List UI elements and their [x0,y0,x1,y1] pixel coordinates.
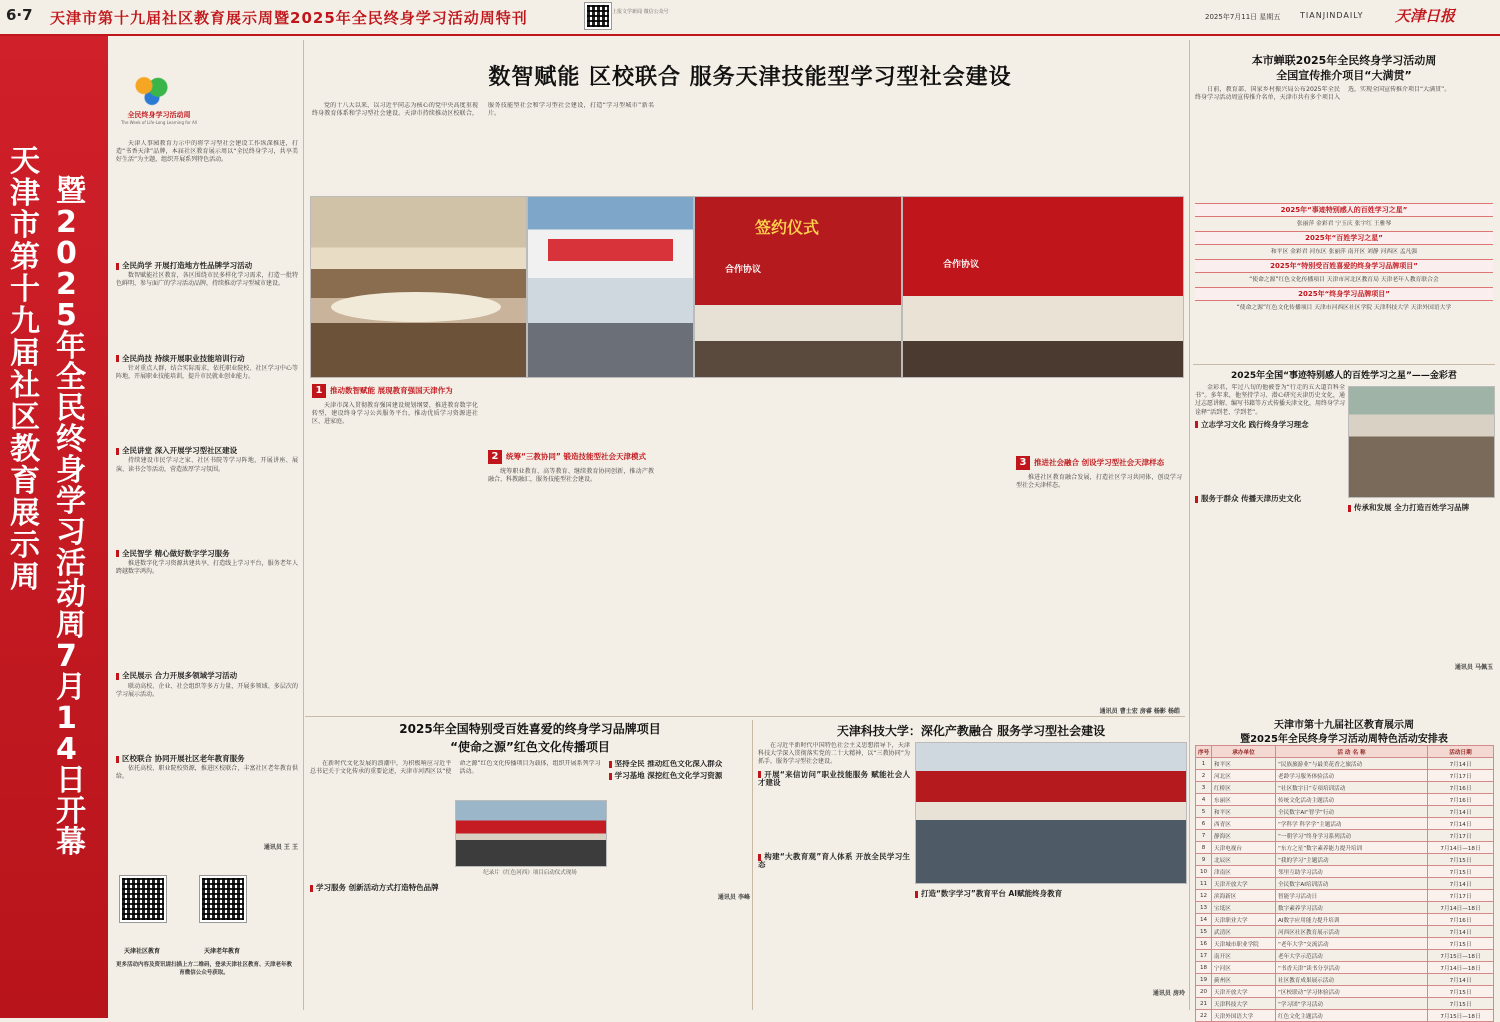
part-number: 2 [488,450,502,464]
table-row [1196,926,1494,938]
schedule-cell: 15 [1196,926,1212,938]
table-row [1196,998,1494,1010]
schedule-cell: 20 [1196,986,1212,998]
table-row [1196,794,1494,806]
tust-group-photo [915,742,1187,884]
schedule-cell: 7月14日 [1428,974,1494,986]
main-lead [312,102,1182,192]
tust-sub: 构建“大教育观”育人体系 开放全民学习生态 [758,852,910,870]
right-body [1195,86,1493,196]
part-title: 统筹“三教协同” 锻造技能型社会天津模式 [506,451,646,461]
star-body-2 [1348,500,1493,712]
left-byline: 通讯员 王 王 [263,843,298,851]
table-row [1196,830,1494,842]
schedule-cell: 4 [1196,794,1212,806]
tust-sub: 开展“来信访问”职业技能服务 赋能社会人才建设 [758,769,910,787]
left-red-strip [0,36,108,1018]
schedule-cell: 18 [1196,962,1212,974]
schedule-cell: 天津电视台 [1212,842,1276,854]
schedule-cell: “东方之星”数字素养能力提升培训 [1276,842,1428,854]
table-row [1196,938,1494,950]
schedule-cell: 天津职业大学 [1212,914,1276,926]
schedule-header-cell: 承办单位 [1212,746,1276,758]
schedule-cell: 14 [1196,914,1212,926]
vertical-title-2: 暨2025年全民终身学习活动周7月14日开幕 [56,174,86,860]
page-banner: 天津市第十九届社区教育展示周暨2025年全民终身学习活动周特刊 [50,9,528,27]
schedule-body [1196,758,1494,1022]
red-culture-title-2: “使命之源”红色文化传播项目 [450,740,610,754]
signing-photo-1 [694,196,902,378]
schedule-cell: 河北区 [1212,770,1276,782]
photo-caption-cooperation: 合作协议 [943,260,980,270]
award-names: 张丽萍 金彩君 宁玉庆 张宇红 王雅琴 [1296,221,1392,227]
schedule-cell: 8 [1196,842,1212,854]
star-byline: 通讯员 马佩玉 [1454,664,1493,672]
qr-label: 天津老年教育 [203,948,240,955]
left-section-filler [116,701,298,751]
red-culture-caption: 纪录片《红色河西》项目启动仪式现场 [483,870,577,876]
issue-date: 2025年7月11日 星期五 [1205,13,1281,21]
schedule-cell: 7月15日 [1428,866,1494,878]
part-text: 天津市深入贯彻教育强国建设规划纲要，推进教育数字化转型，建设终身学习公共服务平台，推动优质学习资源进社区、进家庭。 [312,402,478,426]
table-row [1196,782,1494,794]
schedule-cell: 老年大学示范活动 [1276,950,1428,962]
red-culture-byline: 通讯员 李峰 [717,894,750,902]
schedule-cell: 6 [1196,818,1212,830]
schedule-cell: 天津科技大学 [1212,998,1276,1010]
column-divider [303,40,304,1010]
part-heading [488,450,654,464]
left-section-text: 推进数字化学习资源共建共享，打造线上学习平台，服务老年人跨越数字鸿沟。 [116,560,298,576]
award-title: 2025年“特别受百姓喜爱的终身学习品牌项目” [1195,259,1493,273]
schedule-cell: AI数字应用能力提升培训 [1276,914,1428,926]
schedule-cell: 东丽区 [1212,794,1276,806]
red-culture-sub: 坚持全民 推动红色文化深入群众 [609,760,750,768]
schedule-cell: 5 [1196,806,1212,818]
meeting-table-shape [331,292,501,322]
table-row [1196,950,1494,962]
header-qr-code [585,3,611,29]
meeting-photo [310,196,527,378]
tust-body-2 [915,886,1185,1010]
schedule-cell: 11 [1196,878,1212,890]
tust-filler [758,789,910,849]
qr-code-elderly-education[interactable] [200,876,246,922]
red-culture-title-1: 2025年全国特别受百姓喜爱的终身学习品牌项目 [399,722,661,736]
right-text: 日前，教育部、国家乡村振兴局公布2025年全民终身学习活动周宣传推介名单，天津市共有多个项目入选，实现全国宣传推介项目“大满贯”。 [1195,86,1451,102]
main-headline: 数智赋能 区校联合 服务天津技能型学习型社会建设 [488,65,1012,90]
award-title: 2025年“百姓学习之星” [1195,231,1493,245]
schedule-cell: 天津城市职业学院 [1212,938,1276,950]
star-photo [1348,386,1495,498]
table-row [1196,962,1494,974]
left-sections [116,258,298,973]
schedule-cell: 7月17日 [1428,890,1494,902]
schedule-cell: “学科学 科学学”主题活动 [1276,818,1428,830]
schedule-header-cell: 活动日期 [1428,746,1494,758]
schedule-cell: 天津外国语大学 [1212,1010,1276,1022]
schedule-cell: 蓟州区 [1212,974,1276,986]
header-qr-caption: 上报文学新闻 微信公众号 [612,9,669,15]
section-divider [305,716,1185,717]
schedule-cell: 和平区 [1212,758,1276,770]
schedule-cell: 7月15日—18日 [1428,1010,1494,1022]
table-row [1196,974,1494,986]
schedule-cell: “区校联动”学习体验活动 [1276,986,1428,998]
star-sub: 立志学习文化 践行终身学习理念 [1195,421,1345,429]
schedule-cell: 7月15日 [1428,998,1494,1010]
schedule-cell: 7月14日—18日 [1428,902,1494,914]
schedule-cell: 天津开放大学 [1212,878,1276,890]
header-bar [0,0,1500,36]
tust-body [758,742,910,1010]
award-names: 和平区 金彩君 河东区 张丽萍 南开区 刘静 河西区 孟凡强 [1270,249,1418,255]
schedule-cell: “书香天津”读书分享活动 [1276,962,1428,974]
schedule-cell: “社区数字日”专项培训活动 [1276,782,1428,794]
red-culture-photo [455,800,607,867]
left-section-text: 联动高校、企业、社会组织等多方力量，开展多领域、多层次的学习展示活动。 [116,682,298,698]
banner-photo [527,196,694,378]
schedule-cell: 全民数字AI培训活动 [1276,878,1428,890]
schedule-cell: 21 [1196,998,1212,1010]
schedule-cell: 7月16日 [1428,914,1494,926]
red-culture-text: 在新时代文化发展的浪潮中，为积极响应习近平总书记关于文化传承的重要论述，天津市河西区以“使命之源”红色文化传播项目为载体，组织开展系列学习活动。 [310,760,601,776]
schedule-cell: 北辰区 [1212,854,1276,866]
schedule-cell: 全民数字AI“智学”行动 [1276,806,1428,818]
left-section-filler [116,578,298,668]
schedule-cell: 7月14日 [1428,806,1494,818]
right-title-1: 本市蝉联2025年全民终身学习活动周 [1251,54,1437,67]
award-names: “使命之源”红色文化传播项目 天津市河西区社区学院 天津科技大学 天津外国语大学 [1236,305,1452,311]
left-section-title: 全民尚技 持续开展职业技能培训行动 [116,355,298,363]
part-number: 3 [1016,456,1030,470]
left-section-filler [116,383,298,443]
schedule-cell: 红色文化主题活动 [1276,1010,1428,1022]
schedule-cell: 7月14日—18日 [1428,962,1494,974]
star-title: 2025年全国“事迹特别感人的百姓学习之星”——金彩君 [1231,371,1457,381]
left-section-title: 全民讲堂 深入开展学习型社区建设 [116,447,298,455]
table-row [1196,914,1494,926]
schedule-cell: 3 [1196,782,1212,794]
star-body [1195,384,1345,714]
schedule-title-2: 暨2025年全民终身学习活动周特色活动安排表 [1240,734,1448,745]
schedule-cell: 7月16日 [1428,794,1494,806]
schedule-cell: 7 [1196,830,1212,842]
table-row [1196,806,1494,818]
main-byline: 通讯员 曹士宏 房睿 杨影 杨皓 [1099,708,1180,715]
left-section-title: 全民尚学 开展打造地方性品牌学习活动 [116,262,298,270]
photo-caption-signing: 签约仪式 [755,218,820,237]
star-sub: 服务于群众 传播天津历史文化 [1195,495,1345,503]
right-title-2: 全国宣传推介项目“大满贯” [1276,69,1412,82]
logo-text-en: The Week of Life-Long Learning for All [120,120,198,125]
photo-caption-cooperation: 合作协议 [725,265,762,275]
schedule-cell: 7月14日—18日 [1428,842,1494,854]
schedule-cell: 7月17日 [1428,830,1494,842]
left-section-filler [116,784,298,844]
schedule-cell: 10 [1196,866,1212,878]
red-culture-sub: 学习服务 创新活动方式打造特色品牌 [310,884,750,892]
banner-text-block [548,239,673,261]
left-section-title: 全民展示 合力开展多领域学习活动 [116,672,298,680]
schedule-cell: 智能学习活动日 [1276,890,1428,902]
red-culture-body-2 [310,880,750,1010]
signing-photo-2 [902,196,1184,378]
table-row [1196,890,1494,902]
qr-note: 更多活动内容及资讯请扫描上方二维码，登录天津社区教育、天津老年教育微信公众号获取。 [115,962,292,976]
left-section-filler [116,476,298,546]
schedule-cell: 7月14日 [1428,926,1494,938]
part-text: 推进社区教育融合发展，打造社区学习共同体，创设学习型社会天津样态。 [1016,474,1182,490]
table-row [1196,986,1494,998]
table-row [1196,878,1494,890]
schedule-header-cell: 活 动 名 称 [1276,746,1428,758]
schedule-cell: 22 [1196,1010,1212,1022]
tust-title: 天津科技大学：深化产教融合 服务学习型社会建设 [836,724,1106,738]
main-parts [312,382,1182,702]
schedule-cell: 数字素养学习活动 [1276,902,1428,914]
table-row [1196,866,1494,878]
schedule-cell: 9 [1196,854,1212,866]
schedule-cell: 7月15日 [1428,854,1494,866]
schedule-cell: 7月16日 [1428,782,1494,794]
schedule-cell: “一朝学习”终身学习系列活动 [1276,830,1428,842]
schedule-cell: 静海区 [1212,830,1276,842]
logo-block [114,72,204,132]
part-title: 推进社会融合 创设学习型社会天津样态 [1034,458,1165,468]
section-divider [1193,364,1495,365]
schedule-cell: 7月15日 [1428,938,1494,950]
part-heading [1016,456,1182,470]
schedule-table [1195,745,1494,1022]
award-title: 2025年“事迹特别感人的百姓学习之星” [1195,203,1493,217]
award-list [1195,200,1493,360]
schedule-cell: 宁河区 [1212,962,1276,974]
schedule-cell: 南开区 [1212,950,1276,962]
schedule-cell: 2 [1196,770,1212,782]
schedule-cell: 社区教育成果展示活动 [1276,974,1428,986]
table-row [1196,758,1494,770]
table-row [1196,902,1494,914]
table-row [1196,1010,1494,1022]
tust-byline: 通讯员 房玲 [1152,990,1185,998]
left-intro [116,140,298,255]
schedule-cell: 邻里互助学习活动 [1276,866,1428,878]
tust-filler [915,900,1185,990]
schedule-cell: “老年大学”交流活动 [1276,938,1428,950]
schedule-cell: 河西区社区教育展示活动 [1276,926,1428,938]
part-text: 统筹职业教育、高等教育、继续教育协同创新，推动产教融合、科教融汇，服务技能型社会建设。 [488,467,654,484]
schedule-cell: 西青区 [1212,818,1276,830]
schedule-cell: 19 [1196,974,1212,986]
schedule-cell: 天津开放大学 [1212,986,1276,998]
left-section-text: 针对重点人群，结合实际需求，依托职业院校、社区学习中心等阵地，开展职业技能培训，提升市民就业创业能力。 [116,364,298,381]
schedule-cell: 宝坻区 [1212,902,1276,914]
schedule-cell: 和平区 [1212,806,1276,818]
main-lead-text: 党的十八大以来，以习近平同志为核心的党中央高度重视终身教育体系和学习型社会建设。天津市持续推动区校联合，服务技能型社会和学习型社会建设，打造“学习型城市”新名片。 [312,102,654,118]
star-text: 金彩君，年过八旬的他被誉为“行走的五大道百科全书”。多年来，他坚持学习、潜心研究天津历史文化，通过志愿讲解、编写书籍等方式传播天津文化，用终身学习诠释“活到老、学到老”。 [1195,384,1345,416]
schedule-cell: “学习团”学习活动 [1276,998,1428,1010]
award-title: 2025年“终身学习品牌项目” [1195,287,1493,301]
schedule-cell: 7月15日—18日 [1428,950,1494,962]
table-row [1196,818,1494,830]
schedule-cell: 武清区 [1212,926,1276,938]
star-filler [1348,514,1493,664]
table-row [1196,854,1494,866]
schedule-cell: 7月17日 [1428,770,1494,782]
qr-label: 天津社区教育 [123,948,160,955]
schedule-cell: 13 [1196,902,1212,914]
column-divider [752,720,753,1010]
logo-text-cn: 全民终身学习活动周 [127,111,191,119]
schedule-cell: 17 [1196,950,1212,962]
tust-text: 在习近平新时代中国特色社会主义思想指导下，天津科技大学深入贯彻落实党的二十大精神，以“三教协同”为抓手，服务学习型社会建设。 [758,742,910,766]
part-heading [312,384,478,398]
table-row [1196,842,1494,854]
schedule-header-row [1196,746,1494,758]
column-divider [1189,40,1190,1010]
schedule-cell: 16 [1196,938,1212,950]
schedule-cell: 7月14日 [1428,818,1494,830]
left-section-text: 依托高校、职业院校资源，推进区校联合，丰富社区老年教育供给。 [116,765,298,781]
schedule-header-cell: 序号 [1196,746,1212,758]
schedule-cell: 7月14日 [1428,878,1494,890]
award-names: “使命之源”红色文化传播项目 天津市河北区教育局 天津老年人教育联合会 [1249,277,1439,283]
schedule-title-1: 天津市第十九届社区教育展示周 [1274,720,1414,731]
star-sub: 传承和发展 全力打造百姓学习品牌 [1348,504,1493,512]
left-section-title: 区校联合 协同开展社区老年教育服务 [116,755,298,763]
schedule-cell: 1 [1196,758,1212,770]
schedule-cell: 老龄学习服务体验活动 [1276,770,1428,782]
part-number: 1 [312,384,326,398]
part-title: 推动数智赋能 展现教育强国天津作为 [330,385,453,395]
paper-name-en: TIANJINDAILY [1300,11,1364,20]
left-section-text: 数智赋能社区教育，各区围绕市民多样化学习需求，打造一批特色鲜明、参与面广的学习活动品牌，持续推动学习型城市建设。 [116,272,298,288]
left-section-text: 持续建设市民学习之家、社区书院等学习阵地，开展讲座、展演、读书会等活动，营造浓厚学习氛围。 [116,457,298,473]
page-number: 6·7 [6,6,33,24]
tust-sub: 打造“数字学习”教育平台 AI赋能终身教育 [915,890,1185,898]
schedule-cell: 7月15日 [1428,986,1494,998]
vertical-title-1: 天津市第十九届社区教育展示周 [10,144,40,595]
table-row [1196,770,1494,782]
schedule-cell: 津南区 [1212,866,1276,878]
red-culture-sub: 学习基地 深挖红色文化学习资源 [609,772,750,780]
schedule-cell: “民族旅游业”与最美花香之旅活动 [1276,758,1428,770]
star-filler [1195,431,1345,491]
paper-logo: 天津日报 [1395,7,1456,25]
schedule-cell: 红桥区 [1212,782,1276,794]
qr-code-community-education[interactable] [120,876,166,922]
schedule-cell: 滨海新区 [1212,890,1276,902]
schedule-cell: “我的学习”主题活动 [1276,854,1428,866]
schedule-cell: 12 [1196,890,1212,902]
lifelong-learning-logo-icon [132,72,172,106]
left-section-title: 全民智学 精心做好数字学习服务 [116,550,298,558]
left-intro-text: 天津人事园教育力示中的将学习型社会建设工作纵深推进，打造“书香天津”品牌，本届社区教育展示周以“全民终身学习，共享美好生活”为主题，组织开展系列特色活动。 [116,140,298,164]
schedule-cell: 7月14日 [1428,758,1494,770]
left-section-filler [116,291,298,351]
schedule-cell: 传统文化活动主题活动 [1276,794,1428,806]
